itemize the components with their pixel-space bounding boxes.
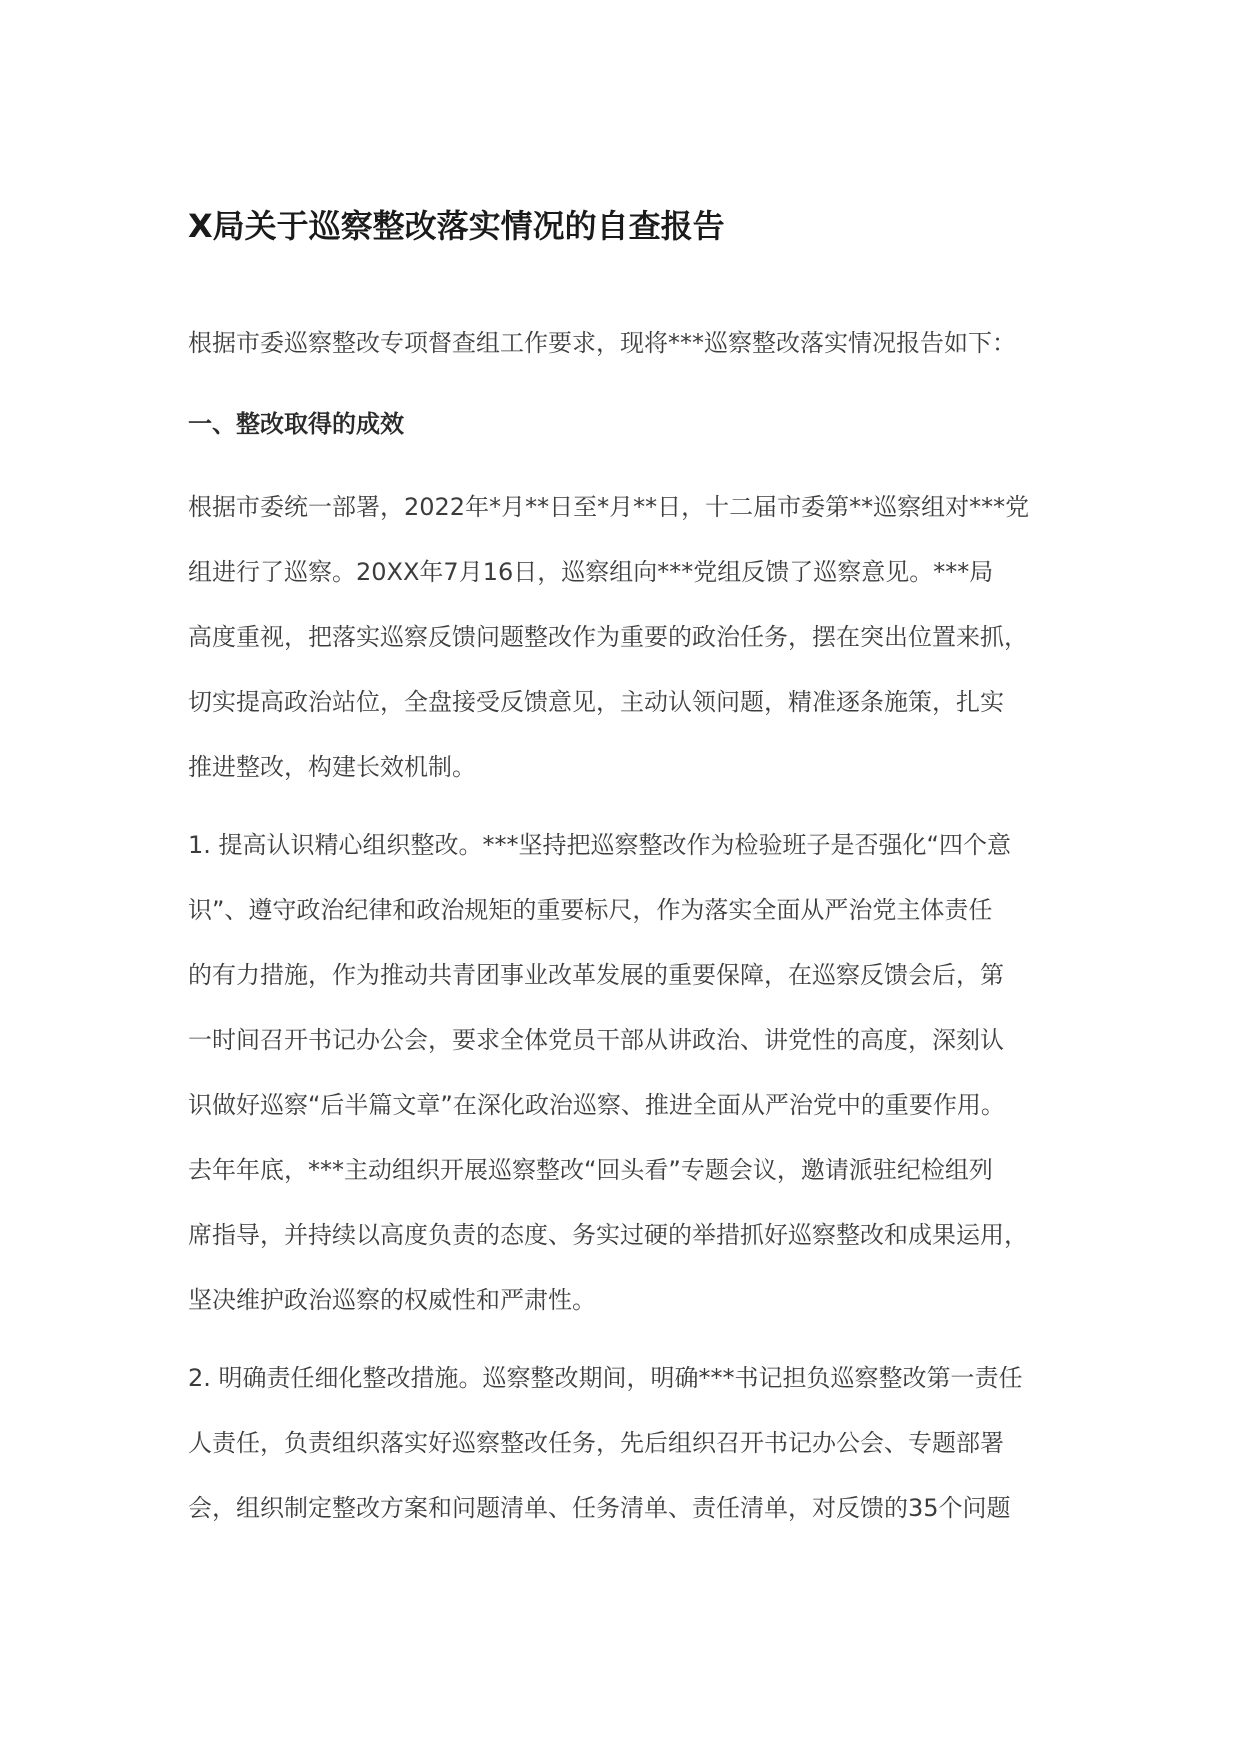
document-title: X局关于巡察整改落实情况的自查报告 xyxy=(188,207,725,245)
section-heading: 一、整改取得的成效 xyxy=(188,410,404,438)
paragraph-line: 席指导，并持续以高度负责的态度、务实过硬的举措抓好巡察整改和成果运用， xyxy=(188,1221,1028,1249)
paragraph-line: 识做好巡察“后半篇文章”在深化政治巡察、推进全面从严治党中的重要作用。 xyxy=(188,1091,1005,1119)
paragraph-line: 人责任，负责组织落实好巡察整改任务，先后组织召开书记办公会、专题部署 xyxy=(188,1429,1004,1457)
body-paragraph-1 xyxy=(188,475,1068,800)
paragraph-line: 组进行了巡察。20XX年7月16日，巡察组向***党组反馈了巡察意见。***局 xyxy=(188,558,994,586)
paragraph-line: 2. 明确责任细化整改措施。巡察整改期间，明确***书记担负巡察整改第一责任 xyxy=(188,1364,1023,1392)
paragraph-line: 一时间召开书记办公会，要求全体党员干部从讲政治、讲党性的高度，深刻认 xyxy=(188,1026,1004,1054)
paragraph-line: 去年年底，***主动组织开展巡察整改“回头看”专题会议，邀请派驻纪检组列 xyxy=(188,1156,993,1184)
paragraph-line: 切实提高政治站位，全盘接受反馈意见，主动认领问题，精准逐条施策，扎实 xyxy=(188,688,1004,716)
paragraph-line: 的有力措施，作为推动共青团事业改革发展的重要保障，在巡察反馈会后，第 xyxy=(188,961,1004,989)
paragraph-line: 根据市委统一部署，2022年*月**日至*月**日，十二届市委第**巡察组对***党 xyxy=(188,493,1030,521)
paragraph-line: 推进整改，构建长效机制。 xyxy=(188,753,476,781)
body-paragraph-3 xyxy=(188,1346,1068,1541)
paragraph-line: 1. 提高认识精心组织整改。***坚持把巡察整改作为检验班子是否强化“四个意 xyxy=(188,831,1011,859)
body-paragraph-2 xyxy=(188,813,1068,1333)
paragraph-line: 高度重视，把落实巡察反馈问题整改作为重要的政治任务，摆在突出位置来抓， xyxy=(188,623,1028,651)
paragraph-line: 会，组织制定整改方案和问题清单、任务清单、责任清单，对反馈的35个问题 xyxy=(188,1494,1011,1522)
intro-line: 根据市委巡察整改专项督查组工作要求，现将***巡察整改落实情况报告如下： xyxy=(188,329,1016,357)
intro-paragraph xyxy=(188,311,1068,376)
paragraph-line: 坚决维护政治巡察的权威性和严肃性。 xyxy=(188,1286,596,1314)
paragraph-line: 识”、遵守政治纪律和政治规矩的重要标尺，作为落实全面从严治党主体责任 xyxy=(188,896,993,924)
